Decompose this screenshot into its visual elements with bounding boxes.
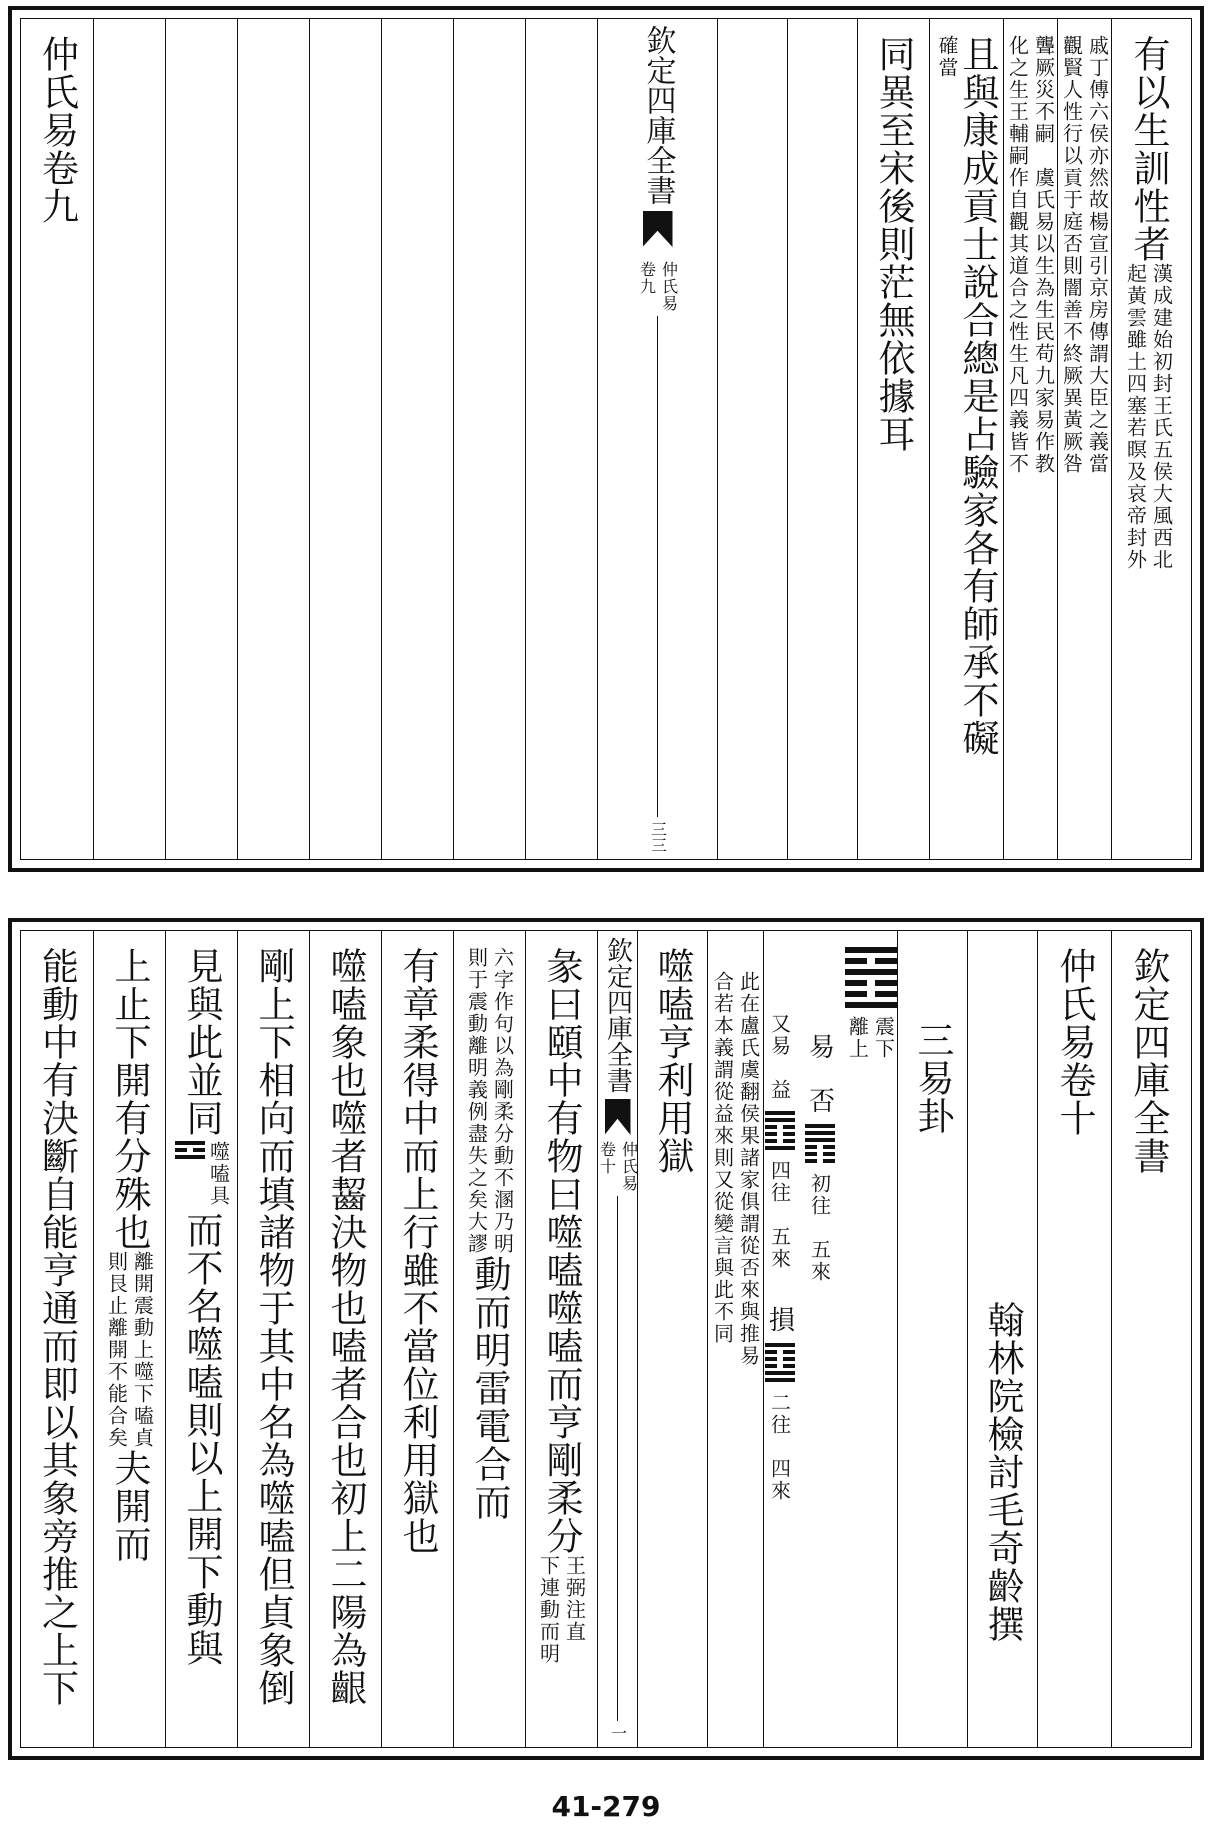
text-column <box>309 931 381 1747</box>
gutter-title: 欽定四庫全書 <box>640 25 676 205</box>
volume-title: 仲氏易卷十 <box>1053 947 1096 1137</box>
annotation-text: 起黃雲雖土四塞若暝及哀帝封外 <box>1123 263 1148 571</box>
gutter-line <box>617 1196 618 1721</box>
trigram-lower: 震下 <box>871 1016 896 1060</box>
annotation-text: 化之生王輔嗣作自觀其道合之性生凡四義皆不 <box>1005 35 1030 475</box>
gutter-book-name: 仲氏易 <box>619 1141 639 1192</box>
empty-column <box>525 19 597 859</box>
main-text: 噬嗑象也噬者齧決物也嗑者合也初上二陽為齦 <box>324 947 367 1707</box>
shihe-hexagram-small <box>175 1141 205 1159</box>
sun-hexagram <box>765 1343 795 1382</box>
text-column <box>93 931 165 1747</box>
bottom-page-panel <box>8 918 1204 1760</box>
shihe-hexagram <box>845 947 897 1008</box>
text-column <box>165 931 237 1747</box>
main-text: 能動中有決斷自能亨通而即以其象旁推之上下 <box>35 947 79 1707</box>
text-column <box>1111 931 1185 1747</box>
text-column <box>967 931 1037 1747</box>
empty-column <box>453 19 525 859</box>
annotation-text: 漢成建始初封王氏五侯大風西北 <box>1149 263 1174 571</box>
gutter-line <box>657 316 658 817</box>
text-column <box>1037 931 1111 1747</box>
text-column <box>525 931 597 1747</box>
annotation-text: 合若本義謂從益來則又從變言與此不同 <box>710 971 735 1345</box>
main-text: 彖曰頤中有物曰噬嗑噬嗑而亨剛柔分 <box>540 947 583 1555</box>
main-text: 同異至宋後則茫無依據耳 <box>872 35 915 453</box>
gutter-book-name: 仲氏易 <box>659 261 679 312</box>
text-column <box>857 19 929 859</box>
fish-tail-mark <box>605 1099 631 1135</box>
empty-column <box>93 19 165 859</box>
text-column <box>21 931 93 1747</box>
annotation-text: 觀賢人性行以貢于庭否則闇善不終厥異黃厥咎 <box>1059 35 1084 475</box>
hexagram-note: 初往 五來 <box>807 1173 832 1283</box>
annotation-text: 聾厥災不嗣 虞氏易以生為生民苟九家易作教 <box>1031 35 1056 475</box>
hexagram-note: 四往 五來 <box>767 1160 792 1270</box>
page-footer-number: 41-279 <box>551 1790 661 1823</box>
gutter-page-number: 一 <box>608 1725 628 1741</box>
empty-column <box>381 19 453 859</box>
annotation-text: 確當 <box>935 35 959 79</box>
main-text: 剛上下相向而填諸物于其中名為噬嗑但貞象倒 <box>252 947 295 1707</box>
page-gutter <box>597 19 717 859</box>
annotation-text: 六字作句以為剛柔分動不溷乃明 <box>490 947 515 1255</box>
text-column <box>1111 19 1185 859</box>
annotation-text: 則艮止離開不能合矣 <box>104 1251 129 1449</box>
text-column <box>897 931 967 1747</box>
text-column <box>237 931 309 1747</box>
annotation-text: 下連動而明 <box>536 1555 561 1665</box>
hexagram-column <box>763 931 897 1747</box>
page-gutter <box>597 931 637 1747</box>
gutter-title: 欽定四庫全書 <box>602 937 633 1093</box>
text-column <box>929 19 1003 859</box>
fish-tail-mark <box>643 211 673 247</box>
trigram-upper: 離上 <box>845 1016 870 1060</box>
main-text: 夫開而 <box>108 1449 151 1563</box>
top-page-frame <box>20 18 1192 860</box>
top-page-panel <box>8 6 1204 872</box>
annotation-column <box>707 931 763 1747</box>
hexagram-note: 二往 四來 <box>767 1392 792 1502</box>
empty-column <box>165 19 237 859</box>
main-text: 而不名噬嗑則以上開下動與 <box>180 1211 223 1667</box>
yi-hexagram <box>765 1111 795 1150</box>
volume-end-title: 仲氏易卷九 <box>35 35 79 225</box>
main-text: 動而明雷電合而 <box>468 1255 511 1521</box>
hexagram-label: 損 <box>764 1306 795 1333</box>
pi-hexagram <box>805 1124 835 1163</box>
gutter-juan: 卷九 <box>637 261 657 295</box>
empty-column <box>309 19 381 859</box>
hexagram-label: 易 否 <box>804 1033 835 1114</box>
annotation-text: 離開震動上噬下嗑貞 <box>130 1251 155 1449</box>
hexagram-label: 又易 益 <box>767 1013 792 1101</box>
main-text: 有以生訓性者 <box>1127 35 1170 263</box>
gutter-page-number: 三三 <box>648 821 668 853</box>
section-heading: 三易卦 <box>911 1021 954 1135</box>
empty-column <box>717 19 787 859</box>
main-text: 上止下開有分殊也 <box>108 947 151 1251</box>
main-text: 且與康成貢士說合總是占驗家各有師承不礙 <box>956 35 999 757</box>
empty-column <box>787 19 857 859</box>
main-text: 有章柔得中而上行雖不當位利用獄也 <box>396 947 439 1555</box>
text-column <box>637 931 707 1747</box>
annotation-text: 則于震動離明義例盡失之矣大謬 <box>464 947 489 1255</box>
annotation-text: 王弼注直 <box>562 1555 587 1643</box>
author-line: 翰林院檢討毛奇齡撰 <box>981 1301 1024 1643</box>
annotation-text: 噬嗑具 <box>206 1141 231 1207</box>
gutter-juan: 卷十 <box>597 1141 617 1175</box>
annotation-column <box>1057 19 1111 859</box>
book-title: 欽定四庫全書 <box>1127 947 1170 1175</box>
annotation-column <box>1003 19 1057 859</box>
empty-column <box>237 19 309 859</box>
annotation-text: 此在盧氏虞翻侯果諸家俱謂從否來與推易 <box>736 971 761 1367</box>
text-column <box>453 931 525 1747</box>
main-text: 見與此並同 <box>180 947 223 1137</box>
annotation-text: 戚丁傅六侯亦然故楊宣引京房傳謂大臣之義當 <box>1085 35 1110 475</box>
main-text: 噬嗑亨利用獄 <box>651 947 694 1175</box>
bottom-page-frame <box>20 930 1192 1748</box>
text-column <box>21 19 93 859</box>
text-column <box>381 931 453 1747</box>
